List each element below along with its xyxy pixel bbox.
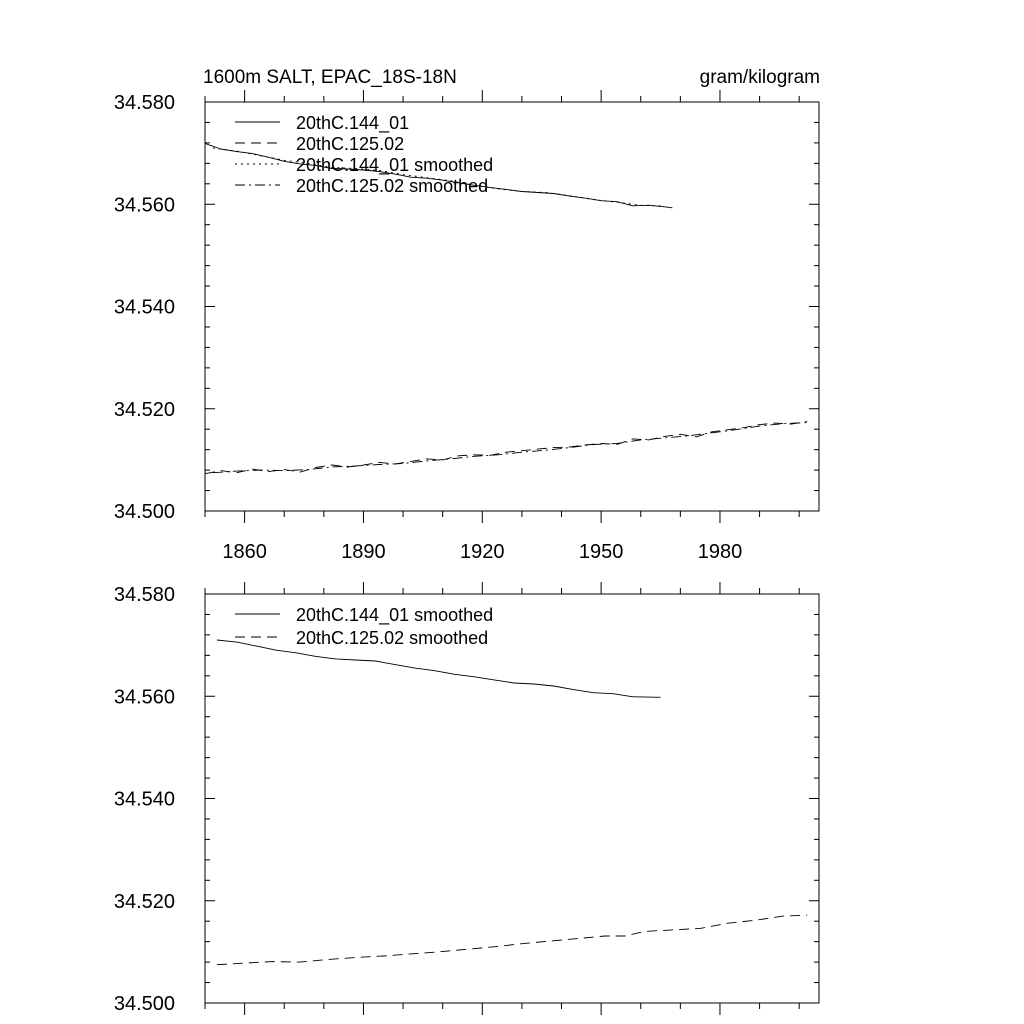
- legend-entry: 20thC.144_01 smoothed: [296, 605, 494, 625]
- y-tick-label: 34.500: [113, 993, 175, 1015]
- legend: [235, 605, 493, 648]
- y-tick-label: 34.520: [113, 890, 175, 913]
- plot-frame: [205, 594, 819, 1003]
- y-tick-label: 34.580: [113, 584, 175, 606]
- legend: [235, 113, 493, 196]
- y-tick-label: 34.540: [113, 296, 175, 319]
- y-tick-label: 34.580: [113, 92, 175, 114]
- x-axis: [205, 582, 799, 1015]
- x-tick-label: 1860: [222, 541, 267, 563]
- x-tick-label: 1950: [578, 541, 624, 563]
- series-line-0: [217, 640, 661, 697]
- series-line-1: [205, 422, 807, 474]
- legend-entry: 20thC.125.02 smoothed: [296, 176, 489, 196]
- x-tick-label: 1920: [460, 541, 505, 563]
- y-tick-label: 34.560: [113, 686, 175, 709]
- x-tick-label: 1980: [697, 541, 743, 563]
- y-tick-label: 34.520: [113, 398, 175, 421]
- top-panel: [114, 67, 820, 563]
- y-tick-label: 34.560: [113, 194, 175, 217]
- bottom-panel: [114, 582, 819, 1015]
- series-line-1: [217, 915, 807, 965]
- chart-title: 1600m SALT, EPAC_18S-18N: [203, 67, 457, 88]
- y-axis: [114, 584, 819, 1015]
- legend-entry: 20thC.125.02 smoothed: [296, 628, 489, 648]
- series-layer: [217, 640, 807, 965]
- units-label: gram/kilogram: [699, 67, 820, 88]
- legend-entry: 20thC.125.02: [296, 134, 405, 154]
- legend-entry: 20thC.144_01 smoothed: [296, 155, 494, 175]
- legend-entry: 20thC.144_01: [296, 113, 410, 133]
- y-tick-label: 34.500: [113, 501, 175, 523]
- y-tick-label: 34.540: [113, 788, 175, 811]
- series-line-3: [213, 423, 807, 473]
- x-axis: [205, 90, 799, 563]
- x-tick-label: 1890: [341, 541, 386, 563]
